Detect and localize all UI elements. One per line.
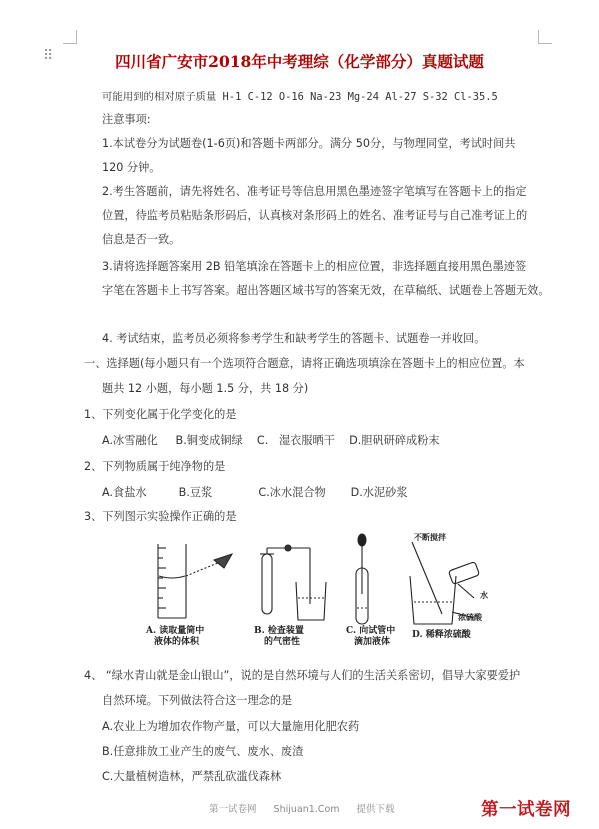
brand-logo-text: 第一试卷网 [481,800,571,820]
graduated-cylinder [158,544,220,618]
page-corner-mark [538,30,552,44]
section-heading-cont: 题共 12 小题，每小题 1.5 分，共 18 分) [102,382,309,395]
question-4-cont: 自然环境。下列做法符合这一理念的是 [102,694,293,707]
note-2-cont: 信息是否一致。 [102,233,181,246]
question-1: 1、下列变化属于化学变化的是 [84,408,237,421]
section-heading: 一、选择题(每小题只有一个选项符合题意，请将正确选项填涂在答题卡上的相应位置。本 [84,357,525,370]
note-2-cont: 位置，待监考员粘贴条形码后，认真核对条形码上的姓名、准考证号与自己准考证上的 [102,209,528,222]
question-1-options: A.冰雪融化 B.铜变成铜绿 C. 湿衣服晒干 D.胆矾研碎成粉末 [102,434,440,447]
caption-c-line1: C. 向试管中 [346,626,396,636]
note-3: 3.请将选择题答案用 2B 铅笔填涂在答题卡上的相应位置，非选择题直接用黑色墨迹签 [102,260,527,273]
question-3: 3、下列图示实验操作正确的是 [84,510,237,523]
airtightness-apparatus [260,545,326,620]
page-corner-mark [63,30,77,44]
question-2-options: A.食盐水 B.豆浆 C.冰水混合物 D.水泥砂浆 [102,486,408,499]
note-1-cont: 120 分钟。 [102,161,161,174]
caption-a-line1: A. 读取量筒中 [146,626,205,636]
eye-icon [214,554,232,568]
atomic-mass-line: 可能用到的相对原子质量 H-1 C-12 O-16 Na-23 Mg-24 Al-27 S-32 Cl-35.5 [102,91,498,103]
document-title: 四川省广安市2018年中考理综（化学部分）真题试题 [115,52,484,71]
caption-a-line2: 液体的体积 [154,637,200,647]
note-4: 4. 考试结束，监考员必须将参考学生和缺考学生的答题卡、试题卷一并收回。 [102,332,486,345]
notes-heading: 注意事项: [102,113,151,126]
dropper-apparatus [356,534,368,624]
footer-link-domain[interactable]: Shijuan1.Com [273,804,340,815]
caption-c-line2: 滴加液体 [354,637,391,647]
question-4: 4、 “绿水青山就是金山银山”，说的是自然环境与人们的生活关系密切，倡导大家要爱护 [84,669,521,682]
label-conc-acid: 浓硫酸 [458,612,482,622]
note-3-cont: 字笔在答题卡上书写答案。超出答题区域书写的答案无效，在草稿纸、试题卷上答题无效。 [102,284,550,297]
question-4-option-b: B.任意排放工业产生的废气、废水、废渣 [102,745,304,758]
label-stir: 不断搅拌 [414,532,446,542]
footer-links [209,801,409,815]
label-water: 水 [480,590,488,600]
caption-b-line2: 的气密性 [264,637,301,647]
note-1: 1.本试卷分为试题卷(1-6页)和答题卡两部分。满分 50分，与物理同堂，考试时间共 [102,137,516,150]
caption-b-line1: B. 检查装置 [254,626,304,636]
question-4-option-a: A.农业上为增加农作物产量，可以大量施用化肥农药 [102,720,360,733]
footer-link-download[interactable]: 提供下载 [356,804,395,815]
question-2: 2、下列物质属于纯净物的是 [84,460,226,473]
note-2: 2.考生答题前，请先将姓名、准考证号等信息用黑色墨迹签字笔填写在答题卡上的指定 [102,185,527,198]
question-4-option-c: C.大量植树造林，严禁乱砍滥伐森林 [102,770,282,783]
caption-d: D. 稀释浓硫酸 [412,630,471,640]
footer-link-site[interactable]: 第一试卷网 [209,804,257,815]
drag-handle-icon[interactable]: ⠿ [43,48,55,64]
lab-operations-figure [140,532,500,650]
